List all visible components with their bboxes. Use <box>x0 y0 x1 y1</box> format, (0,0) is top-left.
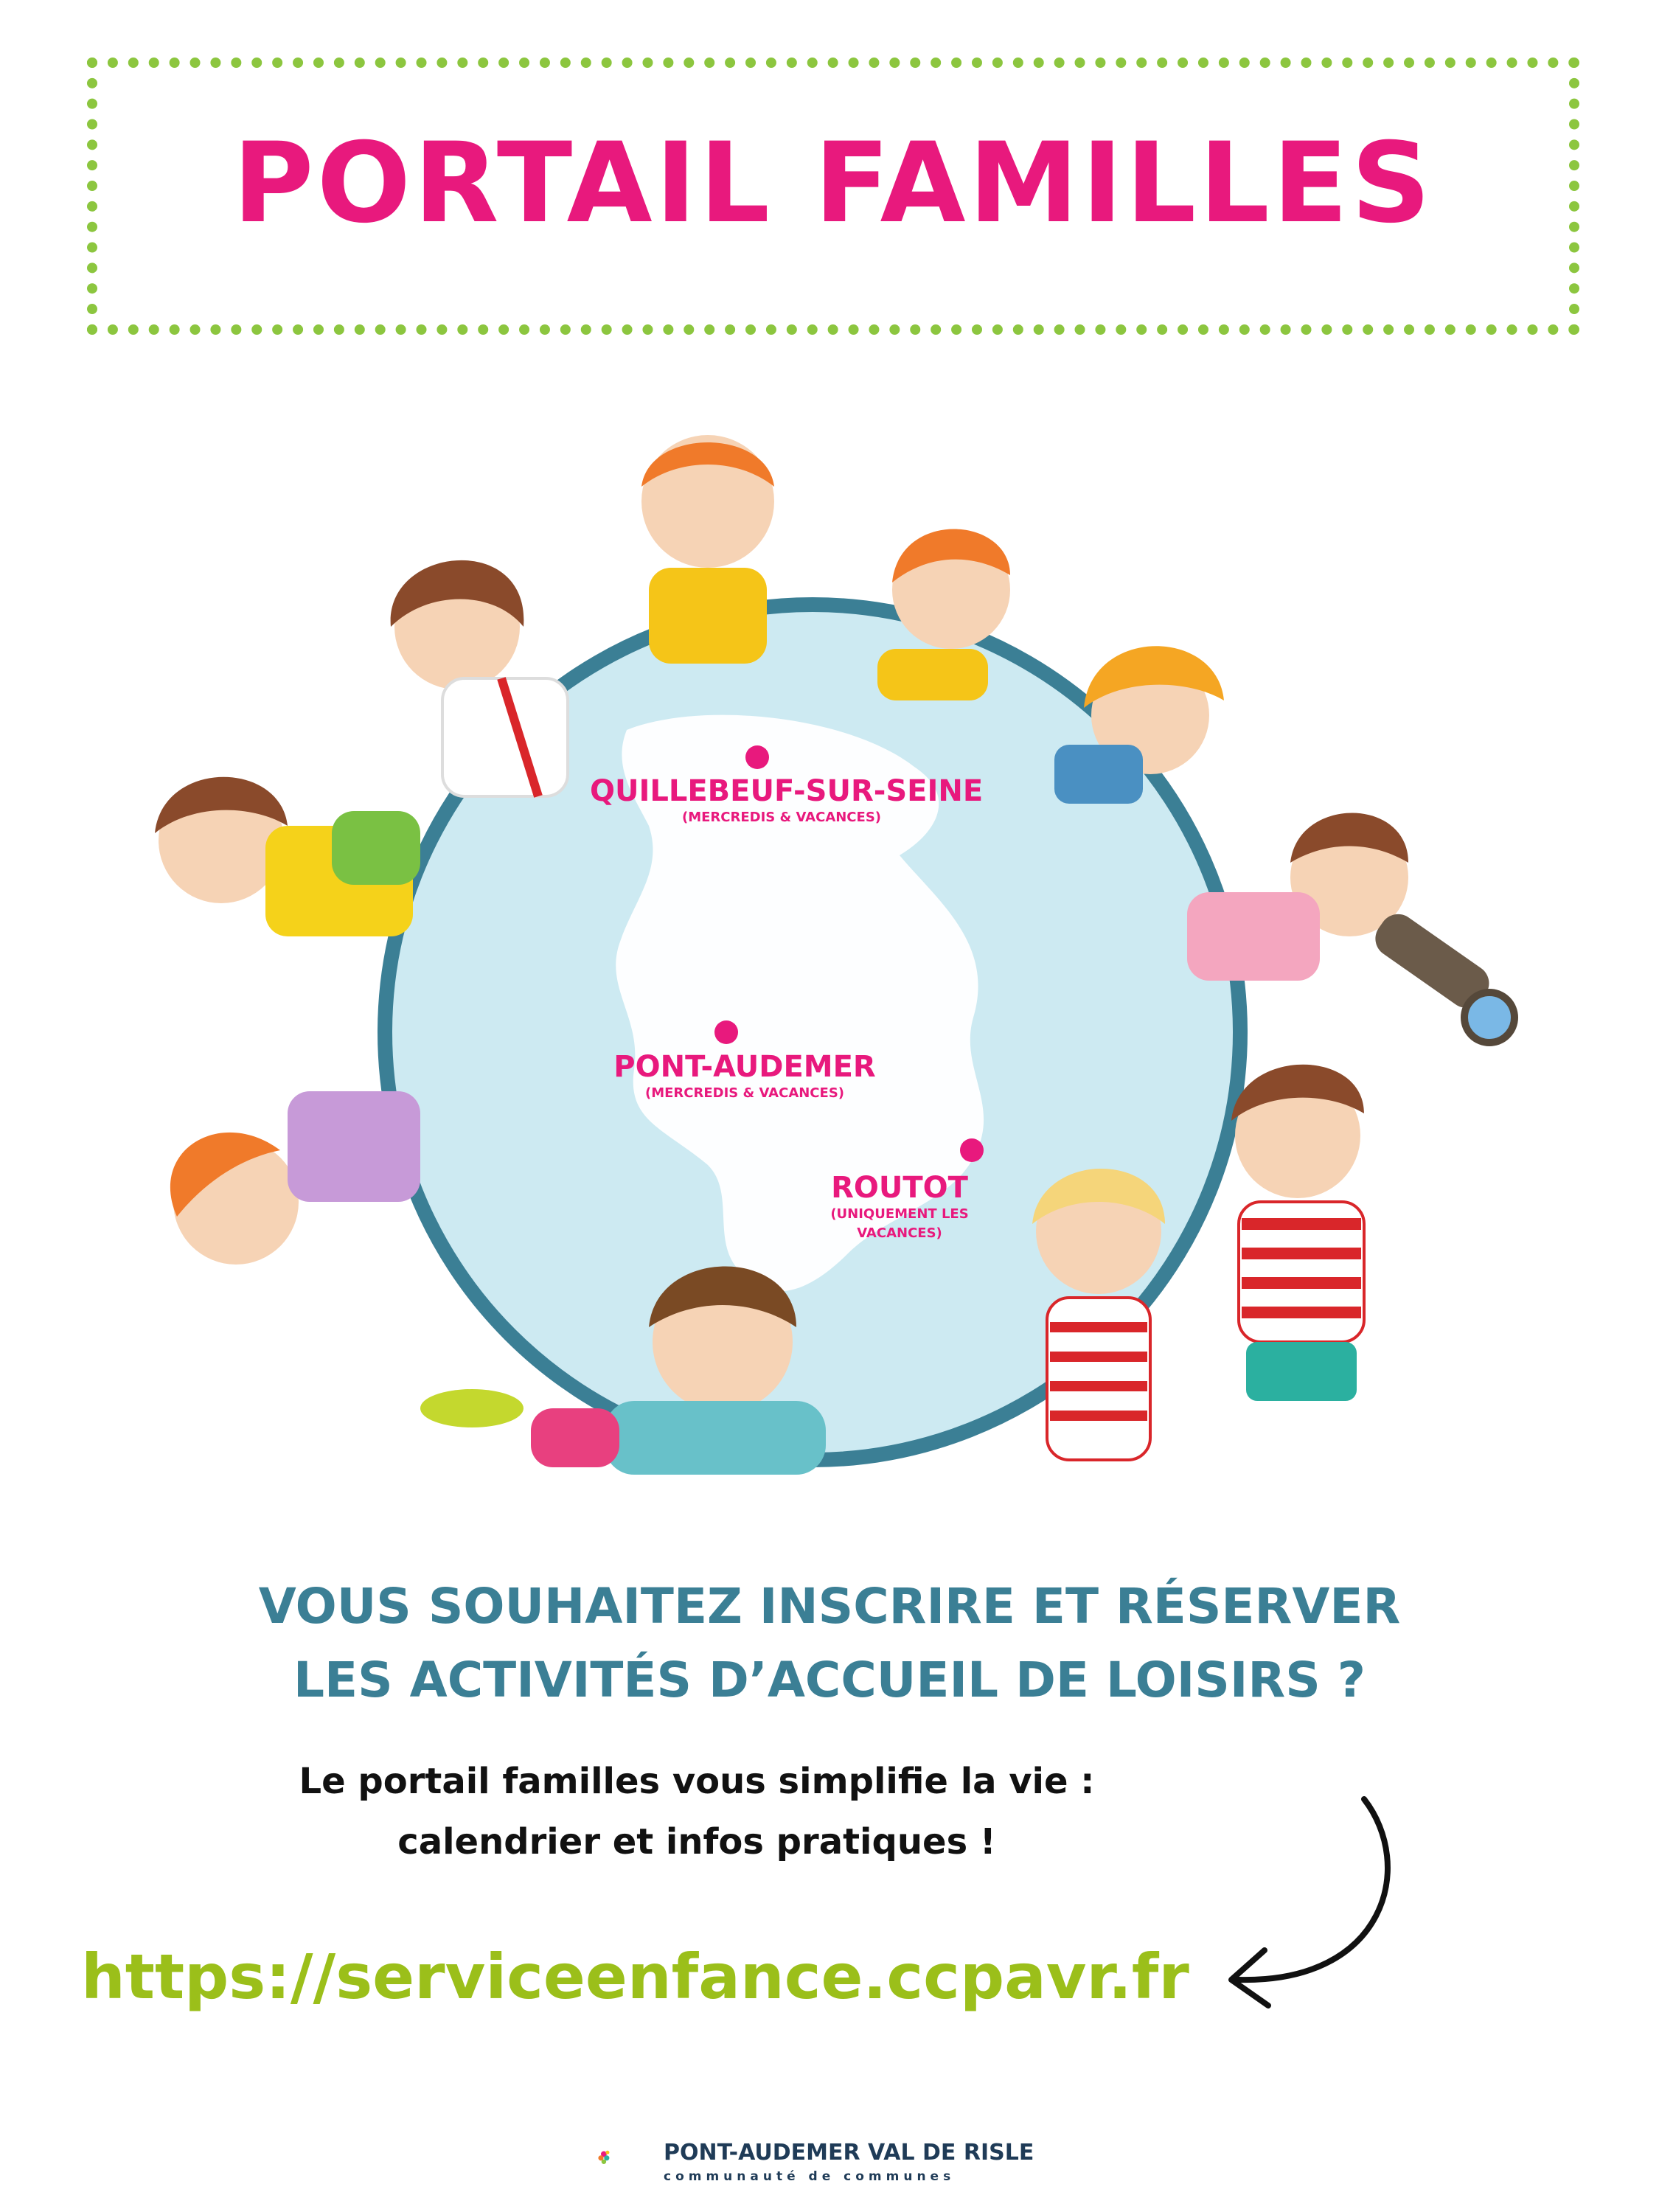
location-details: (MERCREDIS & VACANCES) <box>681 810 882 825</box>
headline-line-1: VOUS SOUHAITEZ INSCRIRE ET RÉSERVER <box>258 1578 1401 1635</box>
logo-subtitle: communauté de communes <box>664 2169 956 2184</box>
page-title: PORTAIL FAMILLES <box>232 119 1434 248</box>
location-name: ROUTOT <box>831 1171 968 1205</box>
location-pont-audemer <box>590 1050 900 1103</box>
logo-flower-icon <box>597 2105 671 2208</box>
location-quillebeuf <box>590 774 984 827</box>
location-name: QUILLEBEUF-SUR-SEINE <box>590 774 984 808</box>
curved-arrow-icon <box>1194 1792 1416 2028</box>
globe-illustration <box>0 383 1659 1563</box>
title-frame <box>87 58 1579 335</box>
logo-name: PONT-AUDEMER VAL DE RISLE <box>664 2140 1034 2166</box>
location-routot <box>811 1171 988 1243</box>
location-details: VACANCES) <box>857 1225 942 1241</box>
portal-url-link[interactable]: https://serviceenfance.ccpavr.fr <box>81 1941 1189 2013</box>
headline-line-2: LES ACTIVITÉS D’ACCUEIL DE LOISIRS ? <box>293 1652 1366 1708</box>
body-line-1: Le portail familles vous simplifie la vie : <box>299 1761 1095 1802</box>
location-name: PONT-AUDEMER <box>613 1050 876 1084</box>
location-details: (UNIQUEMENT LES <box>830 1206 969 1222</box>
body-line-2: calendrier et infos pratiques ! <box>397 1821 996 1863</box>
location-details: (MERCREDIS & VACANCES) <box>644 1085 845 1101</box>
